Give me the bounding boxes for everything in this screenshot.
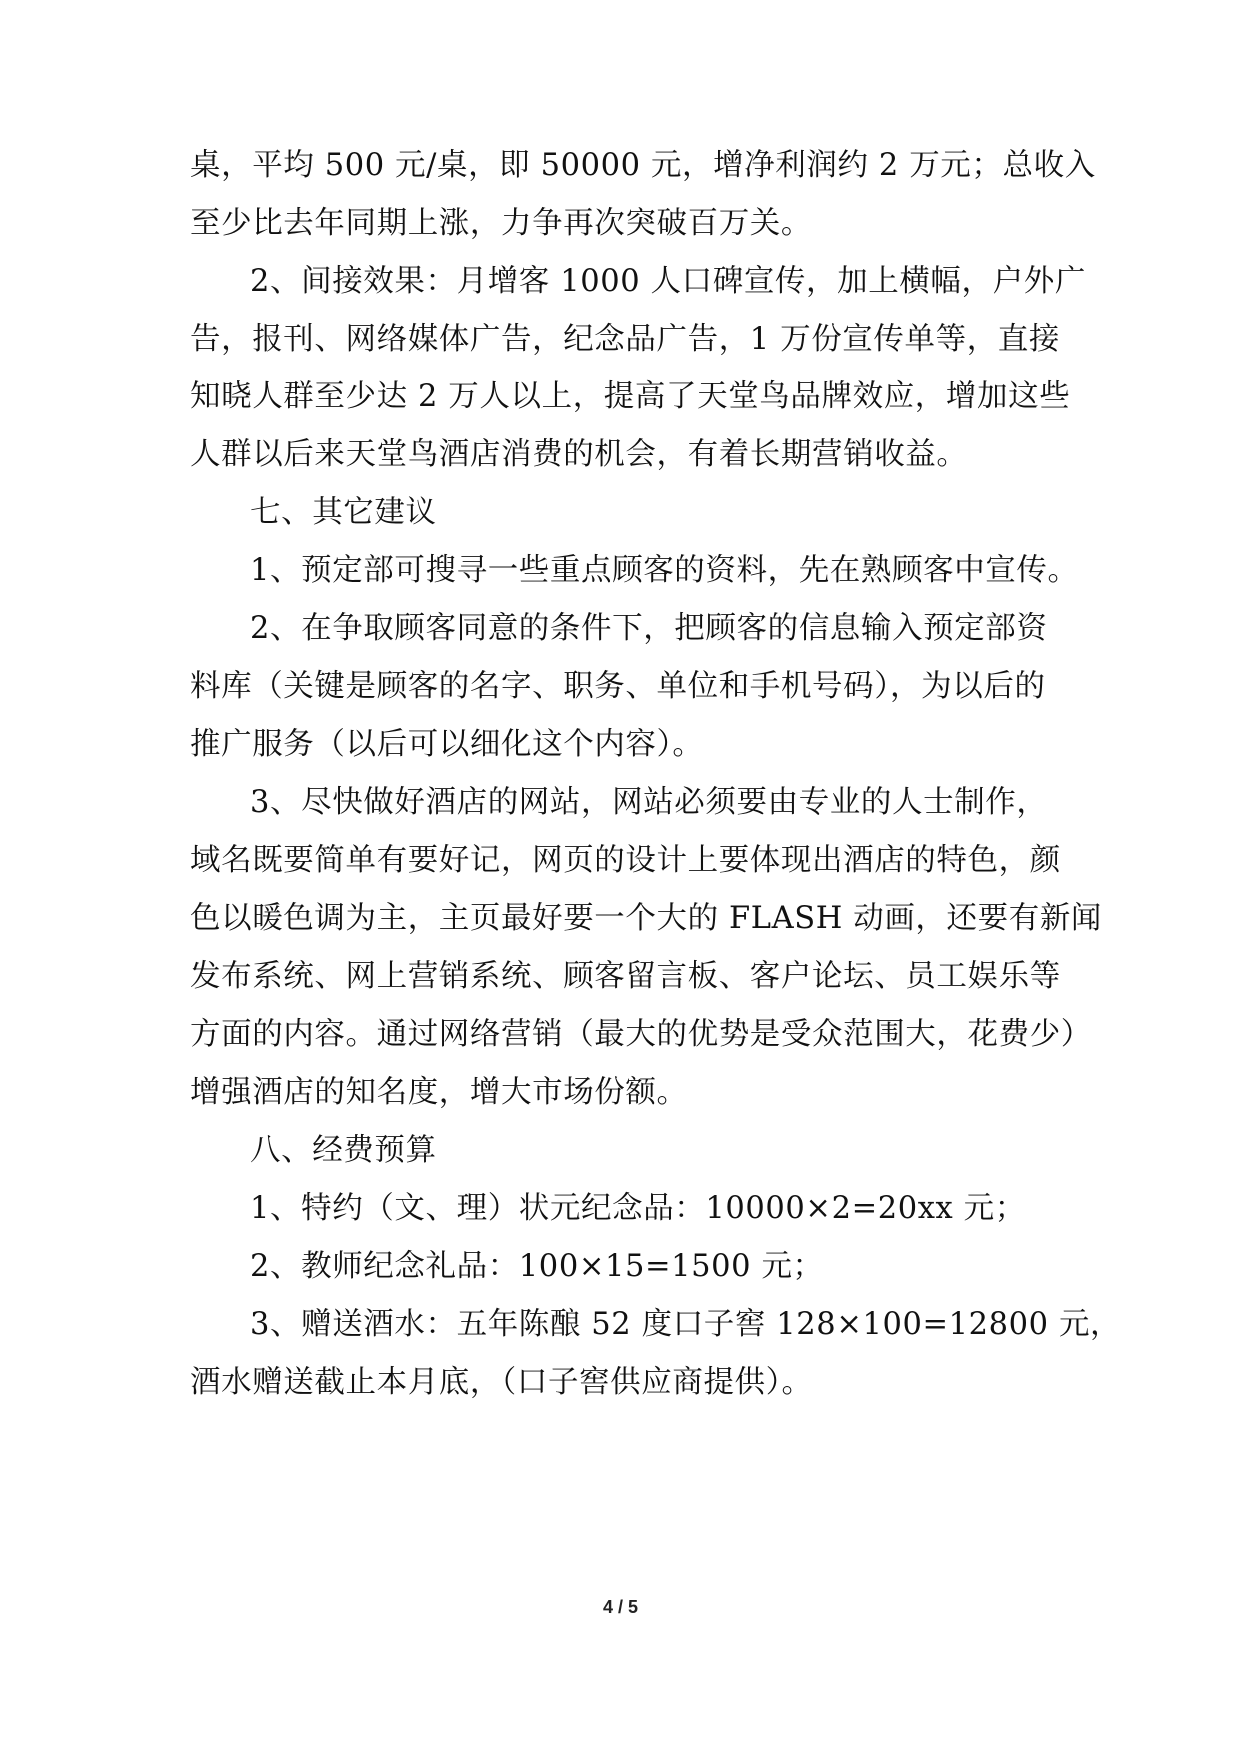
text-line: 至少比去年同期上涨，力争再次突破百万关。 <box>190 206 812 241</box>
text-line: 2、在争取顾客同意的条件下，把顾客的信息输入预定部资 <box>250 611 1048 646</box>
text-line: 方面的内容。通过网络营销（最大的优势是受众范围大，花费少） <box>190 1017 1092 1052</box>
text-line: 1、预定部可搜寻一些重点顾客的资料，先在熟顾客中宣传。 <box>250 553 1079 588</box>
text-line: 酒水赠送截止本月底，（口子窖供应商提供）。 <box>190 1365 813 1400</box>
text-line: 3、尽快做好酒店的网站，网站必须要由专业的人士制作， <box>250 785 1048 820</box>
text-line: 色以暖色调为主，主页最好要一个大的 FLASH 动画，还要有新闻 <box>190 901 1103 936</box>
text-line: 增强酒店的知名度，增大市场份额。 <box>190 1075 688 1110</box>
page-number: 4 / 5 <box>602 1597 639 1617</box>
text-line: 2、间接效果：月增客 1000 人口碑宣传，加上横幅，户外广 <box>250 264 1086 299</box>
text-line: 3、赠送酒水：五年陈酿 52 度口子窖 128×100=12800 元， <box>250 1307 1122 1342</box>
section-heading: 八、经费预算 <box>250 1133 437 1168</box>
text-line: 推广服务（以后可以细化这个内容）。 <box>190 727 704 762</box>
text-line: 域名既要简单有要好记，网页的设计上要体现出酒店的特色，颜 <box>190 843 1061 878</box>
text-line: 人群以后来天堂鸟酒店消费的机会，有着长期营销收益。 <box>190 437 968 472</box>
text-line: 桌，平均 500 元/桌，即 50000 元，增净利润约 2 万元；总收入 <box>190 148 1096 183</box>
section-heading: 七、其它建议 <box>250 495 437 530</box>
text-line: 告，报刊、网络媒体广告，纪念品广告，1 万份宣传单等，直接 <box>190 322 1060 357</box>
text-line: 2、教师纪念礼品：100×15=1500 元； <box>250 1249 824 1284</box>
text-line: 1、特约（文、理）状元纪念品：10000×2=20xx 元； <box>250 1191 1026 1226</box>
text-line: 发布系统、网上营销系统、顾客留言板、客户论坛、员工娱乐等 <box>190 959 1061 994</box>
text-line: 知晓人群至少达 2 万人以上，提高了天堂鸟品牌效应，增加这些 <box>190 379 1071 414</box>
text-line: 料库（关键是顾客的名字、职务、单位和手机号码），为以后的 <box>190 669 1046 704</box>
